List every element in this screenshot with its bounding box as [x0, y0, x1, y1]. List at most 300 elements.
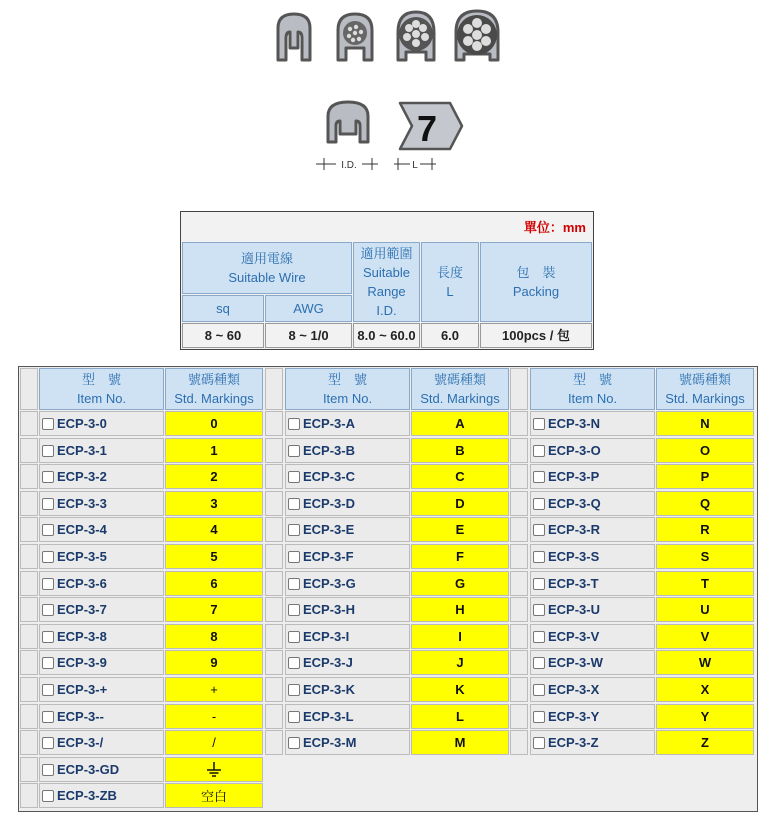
- marking-cell: [411, 464, 509, 489]
- suitable-range-zh: 適用範圍: [360, 246, 413, 261]
- marking-value: 8: [210, 629, 218, 644]
- marking-cell: [656, 491, 754, 516]
- row-spacer: [510, 571, 528, 596]
- item-checkbox[interactable]: [42, 764, 54, 776]
- marking-cell: [411, 677, 509, 702]
- item-cell: [39, 411, 164, 436]
- item-checkbox[interactable]: [288, 578, 300, 590]
- item-cell: [285, 438, 410, 463]
- item-number: ECP-3-J: [303, 655, 353, 670]
- item-number: ECP-3-Z: [548, 735, 599, 750]
- suitable-range-en-2: Range: [367, 284, 406, 299]
- item-checkbox[interactable]: [42, 684, 54, 696]
- item-number: ECP-3-G: [303, 576, 356, 591]
- dimension-drawing: [310, 96, 470, 176]
- item-cell: [530, 411, 655, 436]
- marking-value: H: [455, 602, 465, 617]
- item-checkbox[interactable]: [42, 790, 54, 802]
- row-spacer: [510, 597, 528, 622]
- item-cell: [39, 704, 164, 729]
- row-spacer: [510, 464, 528, 489]
- marking-value: E: [455, 522, 465, 537]
- std-markings-header: [656, 368, 754, 410]
- marking-value: +: [210, 682, 218, 697]
- item-no-header-en: Item No.: [76, 391, 127, 406]
- sq-value: 8 ~ 60: [182, 323, 264, 348]
- item-cell: [39, 517, 164, 542]
- row-spacer: [265, 571, 283, 596]
- row-spacer: [265, 438, 283, 463]
- item-number: ECP-3-8: [57, 629, 107, 644]
- item-cell: [285, 517, 410, 542]
- marking-value: C: [455, 469, 465, 484]
- item-checkbox[interactable]: [533, 445, 545, 457]
- row-spacer: [20, 650, 38, 675]
- header-spacer: [510, 368, 528, 410]
- row-spacer: [20, 704, 38, 729]
- marking-cell: [411, 491, 509, 516]
- item-cell: [285, 624, 410, 649]
- marking-value: /: [212, 735, 216, 750]
- item-cell: [39, 650, 164, 675]
- marking-cell: [165, 597, 263, 622]
- item-no-header-en: Item No.: [322, 391, 373, 406]
- item-cell: [39, 677, 164, 702]
- marking-cell: [165, 438, 263, 463]
- marking-cell: [165, 757, 263, 782]
- item-number: ECP-3-H: [303, 602, 356, 617]
- marking-value: T: [701, 576, 709, 591]
- marking-value: -: [211, 709, 217, 724]
- marking-value: M: [454, 735, 466, 750]
- marking-cell: [165, 464, 263, 489]
- marking-cell: [656, 704, 754, 729]
- item-number: ECP-3-+: [57, 682, 108, 697]
- row-spacer: [510, 704, 528, 729]
- marker-clip-large-wire-icon: [450, 8, 504, 68]
- item-number: ECP-3-/: [57, 735, 104, 750]
- marking-cell: [411, 624, 509, 649]
- item-checkbox[interactable]: [288, 498, 300, 510]
- item-cell: [530, 491, 655, 516]
- item-cell: [285, 597, 410, 622]
- item-cell: [285, 704, 410, 729]
- item-no-header-zh: 型 號: [81, 372, 121, 387]
- marking-cell: [656, 677, 754, 702]
- item-number: ECP-3-A: [303, 416, 356, 431]
- item-cell: [39, 624, 164, 649]
- marking-cell: [411, 571, 509, 596]
- item-checkbox[interactable]: [288, 445, 300, 457]
- item-number: ECP-3-D: [303, 496, 356, 511]
- item-checkbox[interactable]: [533, 737, 545, 749]
- item-cell: [530, 438, 655, 463]
- suitable-wire-zh: 適用電線: [240, 251, 293, 266]
- marking-value: 3: [210, 496, 218, 511]
- item-cell: [285, 544, 410, 569]
- item-cell: [285, 677, 410, 702]
- item-checkbox[interactable]: [288, 657, 300, 669]
- item-number: ECP-3-0: [57, 416, 107, 431]
- item-checkbox[interactable]: [42, 631, 54, 643]
- suitable-range-en-1: Suitable: [363, 265, 410, 280]
- marking-cell: [656, 650, 754, 675]
- item-number: ECP-3-Q: [548, 496, 601, 511]
- length-value: 6.0: [421, 323, 479, 348]
- marking-value: 6: [210, 576, 218, 591]
- item-number: ECP-3-P: [548, 469, 600, 484]
- marking-cell: [165, 517, 263, 542]
- marking-cell: [656, 730, 754, 755]
- suitable-wire-en: Suitable Wire: [228, 270, 306, 285]
- item-checkbox[interactable]: [288, 471, 300, 483]
- marking-value: 0: [210, 416, 218, 431]
- std-markings-header-en: Std. Markings: [665, 391, 745, 406]
- marking-value: 空白: [200, 789, 227, 804]
- item-number: ECP-3-O: [548, 443, 601, 458]
- item-cell: [39, 438, 164, 463]
- item-cell: [39, 730, 164, 755]
- row-spacer: [510, 491, 528, 516]
- row-spacer: [20, 411, 38, 436]
- item-checkbox[interactable]: [288, 684, 300, 696]
- item-number: ECP-3-K: [303, 682, 356, 697]
- item-checkbox[interactable]: [42, 578, 54, 590]
- marking-value: J: [456, 655, 464, 670]
- row-spacer: [20, 597, 38, 622]
- item-cell: [285, 730, 410, 755]
- row-spacer: [265, 464, 283, 489]
- length-zh: 長度: [436, 265, 463, 280]
- item-number: ECP-3-3: [57, 496, 107, 511]
- item-cell: [285, 571, 410, 596]
- item-number: ECP-3-M: [303, 735, 357, 750]
- item-cell: [530, 544, 655, 569]
- item-cell: [530, 650, 655, 675]
- awg-value: 8 ~ 1/0: [265, 323, 352, 348]
- row-spacer: [510, 544, 528, 569]
- item-checkbox[interactable]: [42, 657, 54, 669]
- row-spacer: [20, 464, 38, 489]
- marking-cell: [411, 438, 509, 463]
- item-number: ECP-3-1: [57, 443, 107, 458]
- item-number: ECP-3-N: [548, 416, 601, 431]
- row-spacer: [20, 677, 38, 702]
- item-cell: [530, 517, 655, 542]
- marking-cell: [165, 677, 263, 702]
- item-number: ECP-3-U: [548, 602, 601, 617]
- row-spacer: [265, 544, 283, 569]
- std-markings-header-zh: 號碼種類: [678, 372, 731, 387]
- marking-value: Y: [700, 709, 710, 724]
- item-checkbox[interactable]: [42, 524, 54, 536]
- marking-value: S: [700, 549, 710, 564]
- marking-value: N: [700, 416, 710, 431]
- marking-cell: [165, 730, 263, 755]
- item-number: ECP-3-C: [303, 469, 356, 484]
- item-checkbox[interactable]: [288, 551, 300, 563]
- row-spacer: [510, 730, 528, 755]
- item-cell: [530, 704, 655, 729]
- marking-cell: [656, 464, 754, 489]
- marking-cell: [165, 650, 263, 675]
- item-number: ECP-3-V: [548, 629, 600, 644]
- item-number: ECP-3-4: [57, 522, 107, 537]
- item-checkbox[interactable]: [42, 418, 54, 430]
- item-number: ECP-3-E: [303, 522, 355, 537]
- marking-cell: [656, 517, 754, 542]
- item-checkbox[interactable]: [533, 418, 545, 430]
- item-checkbox[interactable]: [533, 524, 545, 536]
- suitable-range-header: [353, 242, 420, 322]
- marking-value: U: [700, 602, 710, 617]
- marking-value: K: [455, 682, 465, 697]
- item-checkbox[interactable]: [42, 445, 54, 457]
- row-spacer: [20, 757, 38, 782]
- std-markings-header: [411, 368, 509, 410]
- row-spacer: [20, 783, 38, 808]
- marker-clip-empty-icon: [270, 8, 318, 68]
- item-number: ECP-3-W: [548, 655, 603, 670]
- item-table: [18, 366, 758, 812]
- suitable-range-en-3: I.D.: [376, 303, 397, 318]
- item-no-header: [285, 368, 410, 410]
- item-checkbox[interactable]: [288, 711, 300, 723]
- item-number: ECP-3-L: [303, 709, 354, 724]
- item-number: ECP-3-6: [57, 576, 107, 591]
- marking-value: G: [454, 576, 466, 591]
- item-number: ECP-3-Y: [548, 709, 600, 724]
- row-spacer: [265, 704, 283, 729]
- item-checkbox[interactable]: [288, 631, 300, 643]
- marking-cell: [411, 411, 509, 436]
- item-checkbox[interactable]: [42, 711, 54, 723]
- ground-icon: [205, 761, 223, 779]
- item-checkbox[interactable]: [533, 578, 545, 590]
- packing-header: [480, 242, 592, 322]
- marking-value: 7: [210, 602, 218, 617]
- packing-en: Packing: [512, 284, 560, 299]
- length-en: L: [446, 284, 454, 299]
- marking-value: W: [698, 655, 712, 670]
- row-spacer: [265, 491, 283, 516]
- suitable-wire-header: [182, 242, 352, 294]
- item-number: ECP-3-2: [57, 469, 107, 484]
- std-markings-header-en: Std. Markings: [174, 391, 254, 406]
- item-checkbox[interactable]: [533, 551, 545, 563]
- marking-cell: [656, 597, 754, 622]
- std-markings-header-zh: 號碼種類: [433, 372, 486, 387]
- item-no-header-en: Item No.: [567, 391, 618, 406]
- item-number: ECP-3-I: [303, 629, 350, 644]
- item-cell: [39, 544, 164, 569]
- row-spacer: [265, 650, 283, 675]
- item-number: ECP-3-R: [548, 522, 601, 537]
- item-number: ECP-3-7: [57, 602, 107, 617]
- marking-cell: [411, 730, 509, 755]
- item-number: ECP-3-T: [548, 576, 599, 591]
- marking-value: P: [700, 469, 710, 484]
- row-spacer: [20, 491, 38, 516]
- row-spacer: [510, 650, 528, 675]
- item-checkbox[interactable]: [533, 498, 545, 510]
- header-spacer: [265, 368, 283, 410]
- item-checkbox[interactable]: [42, 737, 54, 749]
- row-spacer: [510, 411, 528, 436]
- item-cell: [530, 624, 655, 649]
- marking-cell: [411, 650, 509, 675]
- std-markings-header-en: Std. Markings: [420, 391, 500, 406]
- row-spacer: [510, 517, 528, 542]
- marker-clip-medium-wire-icon: [390, 8, 442, 68]
- item-cell: [39, 464, 164, 489]
- marking-value: Z: [701, 735, 709, 750]
- item-cell: [285, 464, 410, 489]
- marking-cell: [411, 597, 509, 622]
- marking-value: F: [456, 549, 464, 564]
- marking-value: B: [455, 443, 465, 458]
- marking-cell: [165, 544, 263, 569]
- item-cell: [530, 677, 655, 702]
- item-cell: [39, 757, 164, 782]
- item-checkbox[interactable]: [42, 604, 54, 616]
- std-markings-header-zh: 號碼種類: [187, 372, 240, 387]
- length-header: [421, 242, 479, 322]
- row-spacer: [265, 624, 283, 649]
- clip-side-view-icon: [328, 102, 368, 142]
- marking-value: 1: [210, 443, 218, 458]
- marking-value: O: [699, 443, 711, 458]
- item-cell: [530, 730, 655, 755]
- unit-label: 單位：mm: [523, 219, 586, 235]
- item-number: ECP-3--: [57, 709, 104, 724]
- item-no-header: [530, 368, 655, 410]
- row-spacer: [20, 517, 38, 542]
- row-spacer: [20, 571, 38, 596]
- dimension-length-label: L: [412, 160, 418, 171]
- row-spacer: [510, 438, 528, 463]
- marking-cell: [165, 783, 263, 808]
- marking-cell: [165, 571, 263, 596]
- item-checkbox[interactable]: [288, 418, 300, 430]
- item-checkbox[interactable]: [533, 657, 545, 669]
- item-number: ECP-3-B: [303, 443, 356, 458]
- item-checkbox[interactable]: [288, 737, 300, 749]
- item-checkbox[interactable]: [288, 604, 300, 616]
- marking-value: L: [456, 709, 464, 724]
- item-number: ECP-3-9: [57, 655, 107, 670]
- row-spacer: [20, 544, 38, 569]
- item-checkbox[interactable]: [42, 471, 54, 483]
- std-markings-header: [165, 368, 263, 410]
- item-checkbox[interactable]: [42, 551, 54, 563]
- item-checkbox[interactable]: [533, 711, 545, 723]
- item-checkbox[interactable]: [533, 604, 545, 616]
- row-spacer: [20, 438, 38, 463]
- packing-zh: 包 裝: [516, 265, 556, 280]
- packing-value: 100pcs / 包: [480, 323, 592, 348]
- item-number: ECP-3-X: [548, 682, 600, 697]
- item-cell: [285, 491, 410, 516]
- row-spacer: [20, 624, 38, 649]
- row-spacer: [265, 730, 283, 755]
- marking-value: 5: [210, 549, 218, 564]
- marking-cell: [165, 491, 263, 516]
- marking-cell: [165, 624, 263, 649]
- item-checkbox[interactable]: [533, 684, 545, 696]
- marking-value: I: [458, 629, 462, 644]
- item-checkbox[interactable]: [533, 631, 545, 643]
- marker-clip-small-wire-icon: [330, 8, 380, 68]
- product-images: [270, 8, 505, 68]
- marking-cell: [411, 544, 509, 569]
- item-no-header-zh: 型 號: [327, 372, 367, 387]
- item-cell: [39, 783, 164, 808]
- marking-cell: [411, 704, 509, 729]
- marking-value: 2: [210, 469, 218, 484]
- marking-value: A: [455, 416, 465, 431]
- item-number: ECP-3-ZB: [57, 788, 117, 803]
- row-spacer: [20, 730, 38, 755]
- item-cell: [285, 411, 410, 436]
- item-cell: [285, 650, 410, 675]
- marking-cell: [411, 517, 509, 542]
- marking-cell: [656, 624, 754, 649]
- item-cell: [530, 571, 655, 596]
- item-checkbox[interactable]: [288, 524, 300, 536]
- item-checkbox[interactable]: [533, 471, 545, 483]
- item-cell: [39, 571, 164, 596]
- marking-cell: [165, 411, 263, 436]
- marking-value: 9: [210, 655, 218, 670]
- spec-table: [180, 211, 594, 350]
- item-cell: [530, 597, 655, 622]
- item-number: ECP-3-5: [57, 549, 107, 564]
- marking-value: R: [700, 522, 710, 537]
- item-number: ECP-3-GD: [57, 762, 120, 777]
- row-spacer: [265, 411, 283, 436]
- marker-digit: 7: [416, 108, 438, 149]
- row-spacer: [265, 677, 283, 702]
- item-cell: [39, 597, 164, 622]
- item-cell: [39, 491, 164, 516]
- marking-cell: [656, 571, 754, 596]
- row-spacer: [265, 517, 283, 542]
- item-no-header-zh: 型 號: [572, 372, 612, 387]
- marking-value: 4: [210, 522, 218, 537]
- row-spacer: [510, 677, 528, 702]
- marking-cell: [656, 544, 754, 569]
- item-number: ECP-3-S: [548, 549, 600, 564]
- row-spacer: [510, 624, 528, 649]
- range-value: 8.0 ~ 60.0: [353, 323, 420, 348]
- item-cell: [530, 464, 655, 489]
- marking-value: X: [700, 682, 710, 697]
- marking-value: V: [700, 629, 710, 644]
- row-spacer: [265, 597, 283, 622]
- marking-cell: [656, 411, 754, 436]
- sq-header: sq: [182, 295, 264, 322]
- item-number: ECP-3-F: [303, 549, 354, 564]
- header-spacer: [20, 368, 38, 410]
- awg-header: AWG: [265, 295, 352, 322]
- marking-cell: [165, 704, 263, 729]
- item-checkbox[interactable]: [42, 498, 54, 510]
- marking-value: D: [455, 496, 465, 511]
- marking-value: Q: [699, 496, 711, 511]
- marking-cell: [656, 438, 754, 463]
- item-no-header: [39, 368, 164, 410]
